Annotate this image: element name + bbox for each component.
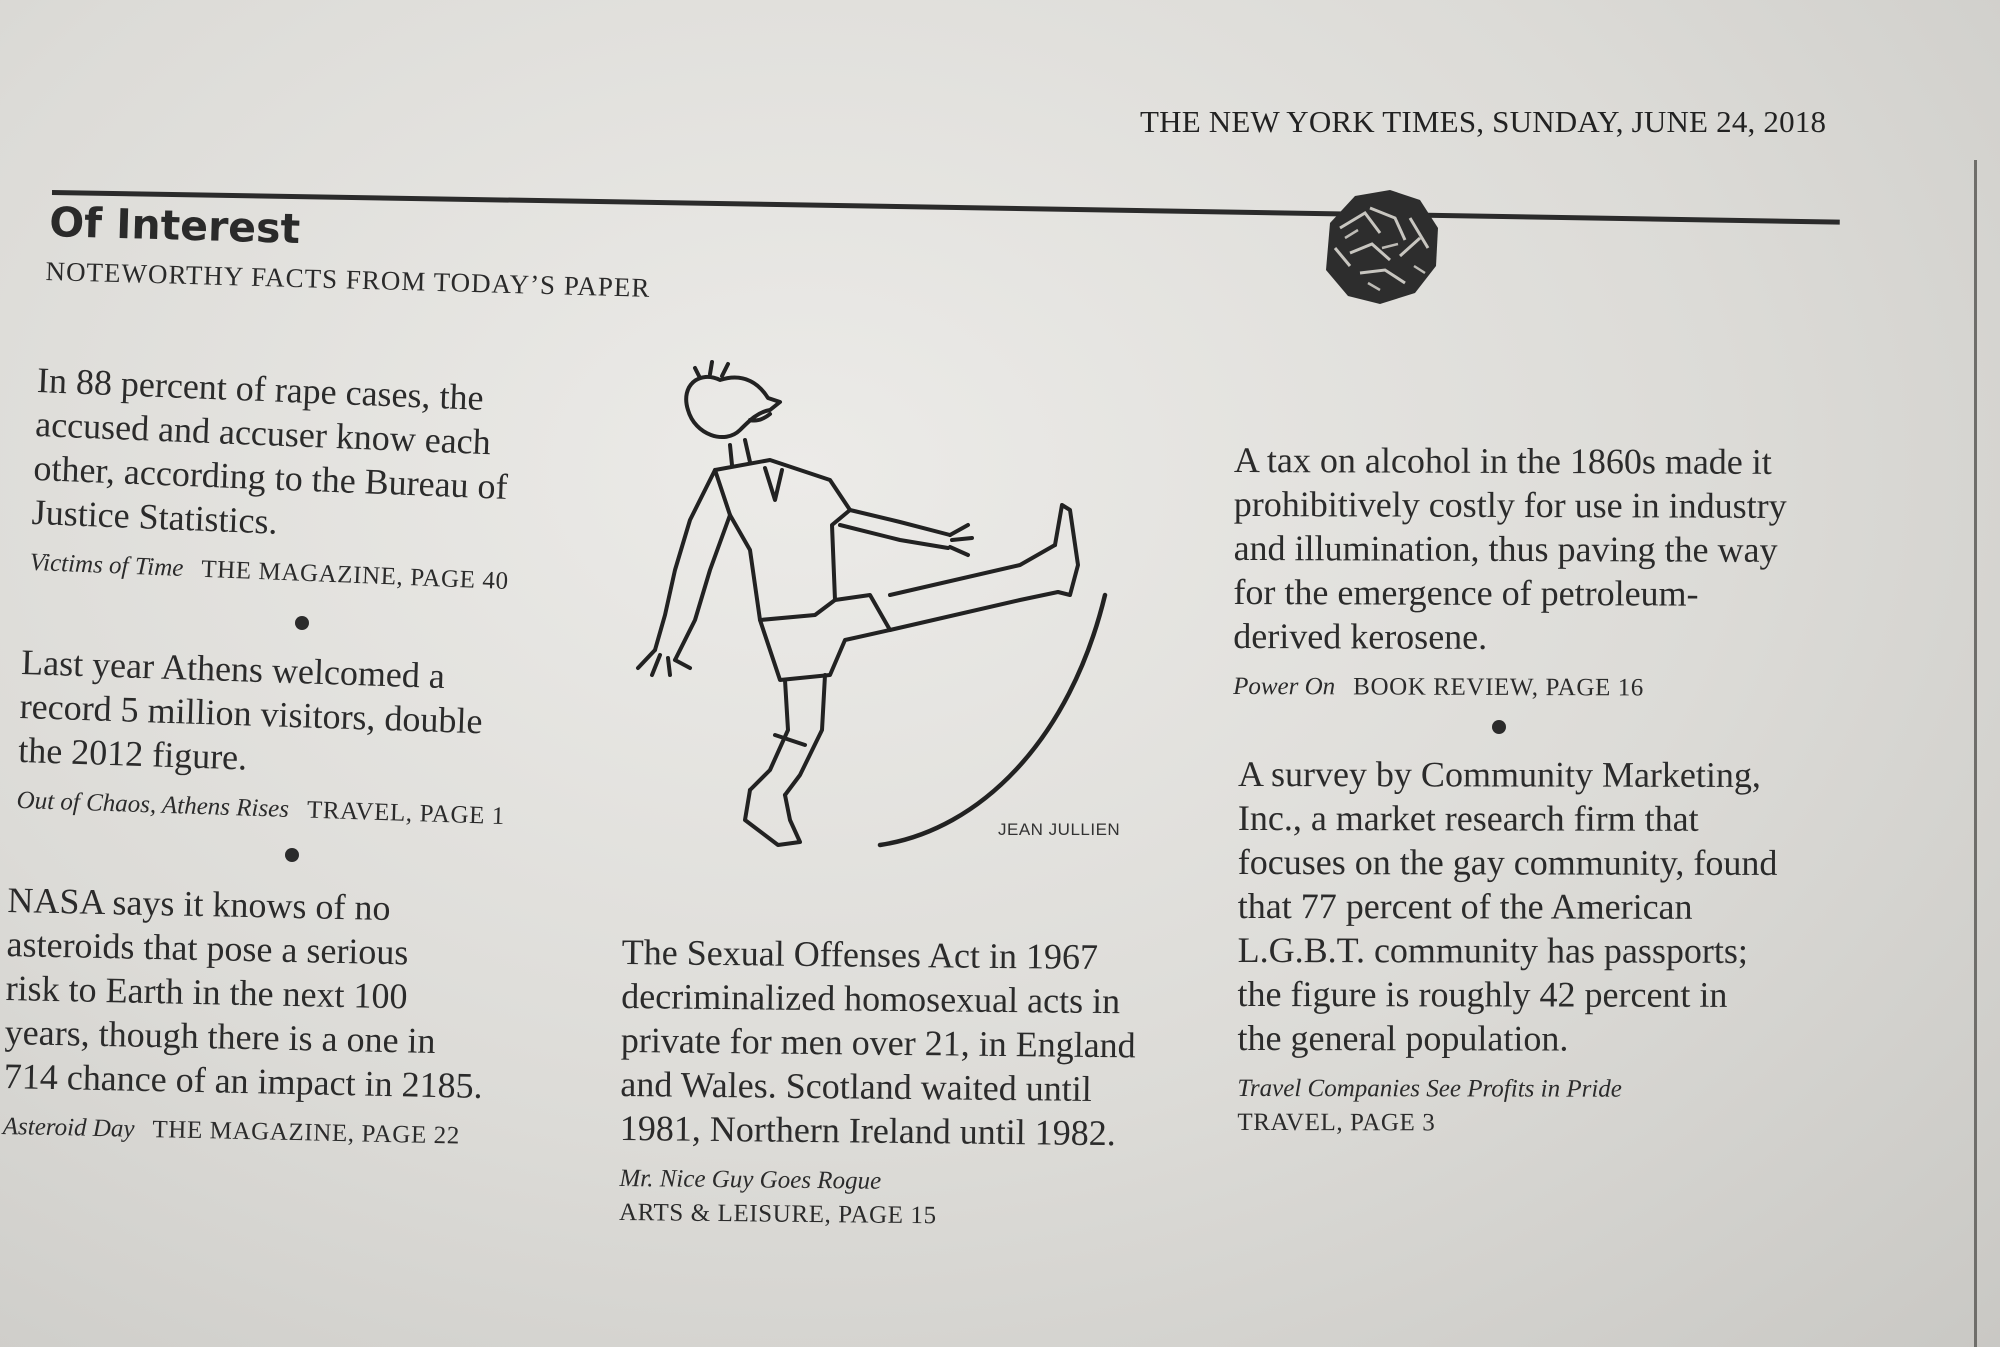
section-subtitle: NOTEWORTHY FACTS FROM TODAY’S PAPER xyxy=(45,256,651,303)
separator-dot xyxy=(285,848,299,862)
fact-text-line: 714 chance of an impact in 2185. xyxy=(3,1055,484,1106)
fact-text-line: other, according to the Bureau of xyxy=(32,447,509,507)
fact-item xyxy=(16,640,510,834)
fact-text-line: decriminalized homosexual acts in xyxy=(621,975,1121,1022)
fact-text-line: the general population. xyxy=(1237,1017,1569,1059)
fact-text-line: that 77 percent of the American xyxy=(1237,885,1693,927)
fact-text-line: In 88 percent of rape cases, the xyxy=(36,359,485,418)
illustration-credit: JEAN JULLIEN xyxy=(998,820,1121,839)
fact-item xyxy=(1237,752,1777,1141)
fact-text-line: years, though there is a one in xyxy=(4,1011,436,1061)
fact-text-line: A tax on alcohol in the 1860s made it xyxy=(1233,440,1772,482)
fact-text-line: the figure is roughly 42 percent in xyxy=(1237,973,1728,1015)
fact-text-line: focuses on the gay community, found xyxy=(1237,841,1778,883)
source-article-title: Travel Companies See Profits in Pride xyxy=(1237,1074,1622,1103)
fact-text-line: and illumination, thus paving the way xyxy=(1233,527,1778,570)
source-section: THE MAGAZINE, PAGE 40 xyxy=(200,555,510,596)
fact-text-line: 1981, Northern Ireland until 1982. xyxy=(619,1107,1117,1154)
fact-item xyxy=(2,878,486,1154)
fact-text-line: L.G.B.T. community has passports; xyxy=(1237,929,1748,971)
fact-text-line: Last year Athens welcomed a xyxy=(20,641,446,697)
fact-source xyxy=(1237,1072,1777,1141)
fact-source xyxy=(29,546,509,599)
source-article-title: Out of Chaos, Athens Rises xyxy=(16,786,290,823)
fact-text-line: prohibitively costly for use in industry xyxy=(1233,483,1787,526)
fact-item xyxy=(1233,438,1787,706)
fact-text-line: A survey by Community Marketing, xyxy=(1237,754,1761,795)
fact-text-line: the 2012 figure. xyxy=(17,729,248,778)
fact-text-line: private for men over 21, in England xyxy=(620,1019,1136,1066)
fact-text-line: derived kerosene. xyxy=(1233,615,1488,657)
fact-source xyxy=(2,1110,481,1154)
fact-text-line: record 5 million visitors, double xyxy=(19,685,484,742)
kicking-man-illustration xyxy=(600,350,1160,860)
separator-dot xyxy=(295,616,309,630)
separator-dot xyxy=(1492,720,1506,734)
source-section: ARTS & LEISURE, PAGE 15 xyxy=(618,1198,937,1230)
section-title: Of Interest xyxy=(48,198,301,253)
source-section: THE MAGAZINE, PAGE 22 xyxy=(152,1116,461,1150)
fact-item xyxy=(29,358,517,599)
fact-text-line: The Sexual Offenses Act in 1967 xyxy=(621,931,1099,977)
source-article-title: Victims of Time xyxy=(29,548,184,582)
fact-text-line: NASA says it knows of no xyxy=(7,879,391,929)
section-rule xyxy=(52,190,1840,225)
fact-source xyxy=(619,1162,1135,1235)
fact-source xyxy=(1233,670,1786,706)
fact-text-line: for the emergence of petroleum- xyxy=(1233,571,1699,614)
fact-item xyxy=(619,930,1137,1235)
source-article-title: Mr. Nice Guy Goes Rogue xyxy=(619,1164,882,1195)
fact-text-line: risk to Earth in the next 100 xyxy=(5,967,408,1017)
fact-text-line: Justice Statistics. xyxy=(31,491,279,542)
source-section: TRAVEL, PAGE 1 xyxy=(306,796,506,831)
masthead-dateline: THE NEW YORK TIMES, SUNDAY, JUNE 24, 2018 xyxy=(1140,104,1827,139)
fact-text-line: accused and accuser know each xyxy=(34,403,492,463)
fact-text-line: asteroids that pose a serious xyxy=(6,923,409,973)
source-section: TRAVEL, PAGE 3 xyxy=(1237,1108,1436,1137)
crumpled-ball-illustration xyxy=(1310,178,1450,318)
fact-text-line: and Wales. Scotland waited until xyxy=(620,1063,1092,1109)
fact-text-line: Inc., a market research firm that xyxy=(1237,797,1699,839)
source-section: BOOK REVIEW, PAGE 16 xyxy=(1353,673,1644,702)
fact-source xyxy=(16,784,505,834)
source-article-title: Asteroid Day xyxy=(2,1112,135,1143)
page-edge-shadow xyxy=(1974,160,1977,1347)
source-article-title: Power On xyxy=(1233,672,1336,701)
